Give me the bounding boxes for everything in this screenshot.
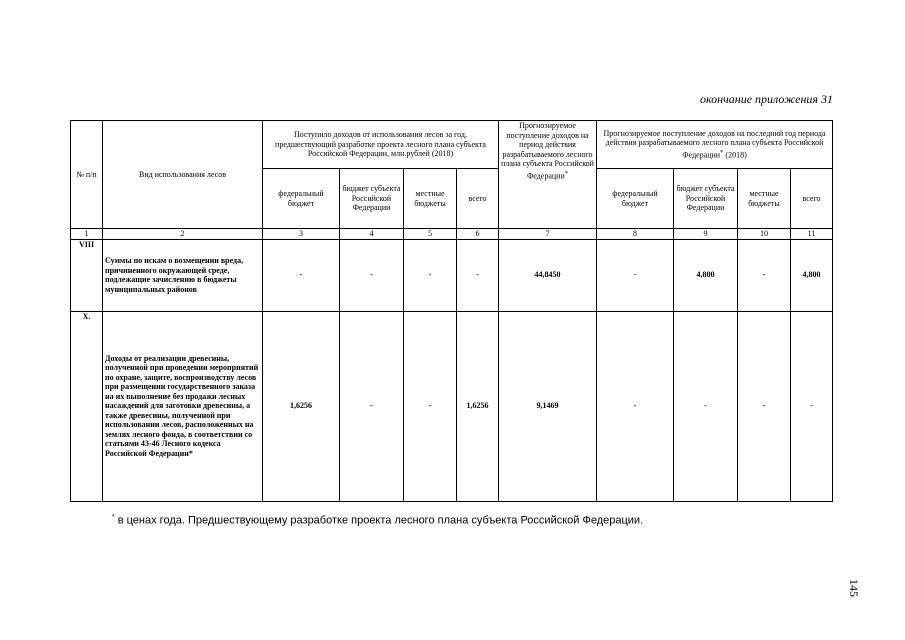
table-cell: - — [738, 239, 791, 311]
appendix-heading: окончание приложения 31 — [699, 92, 833, 106]
header-total: всего — [457, 169, 499, 229]
table-cell: - — [340, 311, 404, 501]
col-number: 2 — [103, 229, 263, 240]
header-group-last-year: Прогнозируемое поступление доходов на последний год периода действия разрабатываемого лесного плана субъекта Российской Федерации* (2018) — [597, 121, 833, 169]
footnote-text: в ценах года. Предшествующему разработке проекта лесного плана субъекта Российской Федерации. — [117, 514, 644, 527]
header-num: № п/п — [71, 121, 103, 229]
row-number: X. — [71, 311, 103, 501]
row-number: VIII — [71, 239, 103, 311]
header-total: всего — [791, 169, 833, 229]
header-forecast-period: Прогнозируемое поступление доходов на период действия разрабатываемого лесного плана субъекта Российской Федерации* — [499, 121, 597, 229]
table-cell: - — [738, 311, 791, 501]
page-number: 145 — [847, 579, 861, 597]
table-row — [71, 311, 833, 501]
header-federal: федеральный бюджет — [263, 169, 340, 229]
header-row-1 — [71, 121, 833, 169]
income-table — [70, 120, 833, 502]
col-number: 10 — [738, 229, 791, 240]
col-number: 6 — [457, 229, 499, 240]
table-cell: 9,1469 — [499, 311, 597, 501]
col-number: 9 — [674, 229, 738, 240]
col-number: 11 — [791, 229, 833, 240]
table-cell: 4,800 — [674, 239, 738, 311]
col-number: 8 — [597, 229, 674, 240]
header-group-previous-year: Поступило доходов от использования лесов за год, предшествующий разработке проекта лесного плана субъекта Российской Федерации, млн.рублей (2018) — [263, 121, 499, 169]
header-kind: Вид использования лесов — [103, 121, 263, 229]
table-cell: 44,8450 — [499, 239, 597, 311]
col-number: 5 — [404, 229, 457, 240]
table-cell: - — [674, 311, 738, 501]
table-cell: - — [457, 239, 499, 311]
column-number-row — [71, 229, 833, 240]
table-cell: - — [340, 239, 404, 311]
table-cell: 1,6256 — [263, 311, 340, 501]
table-cell: 4,800 — [791, 239, 833, 311]
col-number: 1 — [71, 229, 103, 240]
header-local: местные бюджеты — [738, 169, 791, 229]
header-subject: бюджет субъекта Российской Федерации — [674, 169, 738, 229]
row-name: Суммы по искам о возмещении вреда, причиненного окружающей среде, подлежащие зачислению в бюджеты муниципальных районов — [103, 239, 263, 311]
col-number: 4 — [340, 229, 404, 240]
header-federal: федеральный бюджет — [597, 169, 674, 229]
table-cell: - — [404, 239, 457, 311]
col-number: 3 — [263, 229, 340, 240]
table-cell: - — [404, 311, 457, 501]
table-row — [71, 239, 833, 311]
table-cell: 1,6256 — [457, 311, 499, 501]
table-cell: - — [597, 239, 674, 311]
table-cell: - — [263, 239, 340, 311]
row-name: Доходы от реализации древесины, полученной при проведении мероприятий по охране, защите, воспроизводству лесов при размещении государственного заказа на их выполнение без продажи лесных насаждений для заготовки древесины, а также древесины, полученной при использовании лесов, расположенных на землях лесного фонда, в соответствии со статьями 43-46 Лесного кодекса Российской Федерации* — [103, 311, 263, 501]
header-subject: бюджет субъекта Российской Федерации — [340, 169, 404, 229]
col-number: 7 — [499, 229, 597, 240]
footnote-mark: * — [112, 514, 115, 521]
footnote — [112, 514, 643, 527]
header-local: местные бюджеты — [404, 169, 457, 229]
table-cell: - — [791, 311, 833, 501]
table-cell: - — [597, 311, 674, 501]
